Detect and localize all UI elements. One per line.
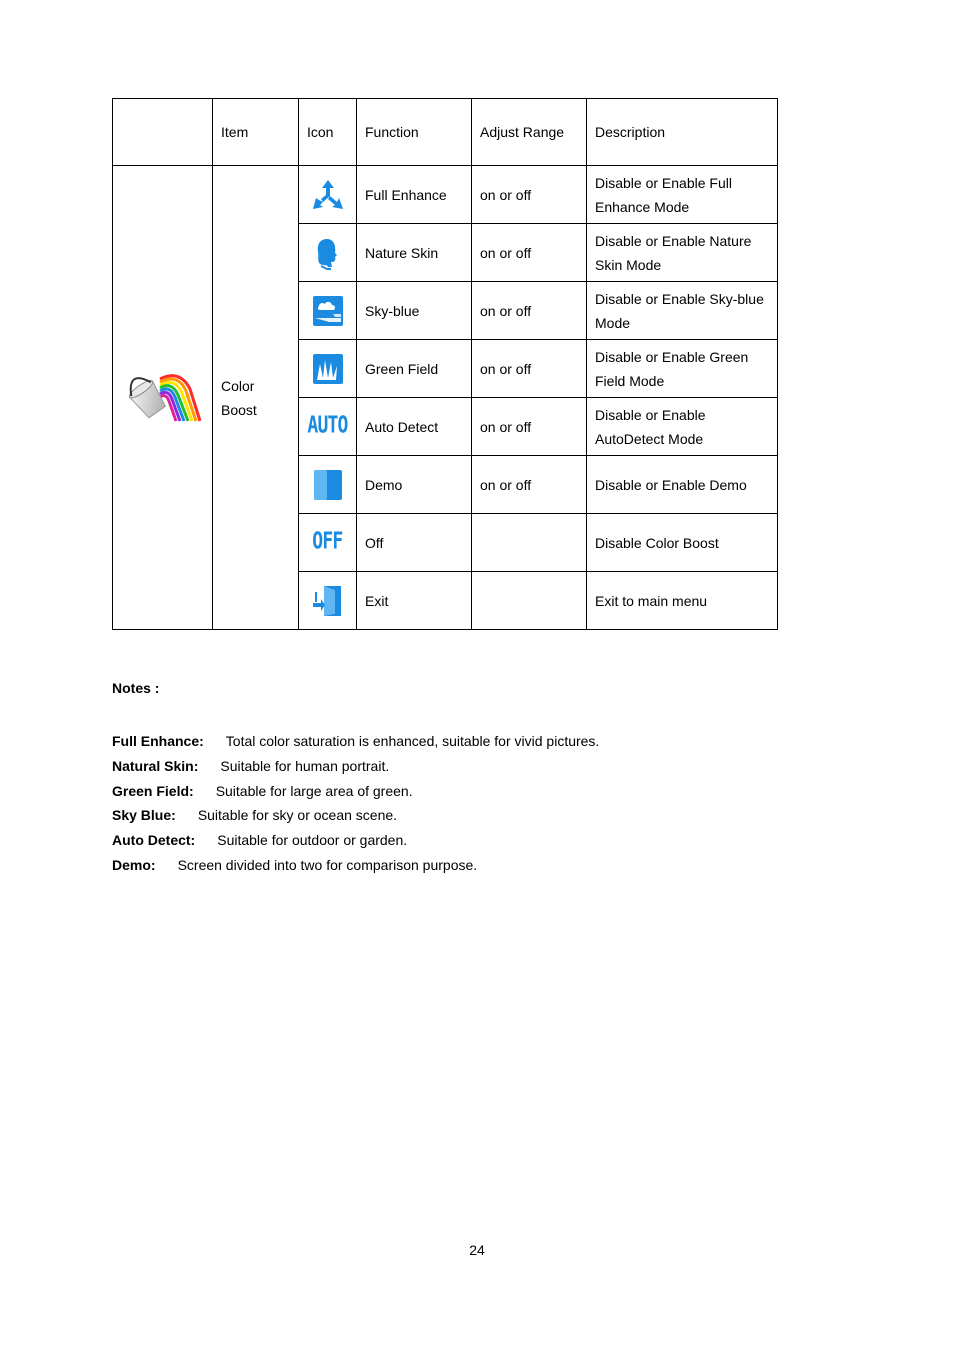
paint-bucket-rainbow-icon bbox=[120, 359, 206, 429]
description-cell: Disable or Enable Demo bbox=[587, 456, 778, 514]
demo-icon bbox=[311, 468, 345, 502]
note-text: Suitable for human portrait. bbox=[220, 757, 390, 774]
function-cell: Sky-blue bbox=[357, 282, 472, 340]
table-header-row bbox=[113, 99, 778, 166]
exit-icon bbox=[311, 584, 345, 618]
range-cell bbox=[472, 572, 587, 630]
note-text: Total color saturation is enhanced, suitable for vivid pictures. bbox=[225, 733, 600, 749]
note-item bbox=[112, 754, 599, 779]
description-cell: Exit to main menu bbox=[587, 572, 778, 630]
description-cell: Disable or Enable Green Field Mode bbox=[587, 340, 778, 398]
function-cell: Nature Skin bbox=[357, 224, 472, 282]
note-text: Suitable for large area of green. bbox=[215, 782, 413, 799]
description-cell: Disable Color Boost bbox=[587, 514, 778, 572]
note-term: Demo: bbox=[112, 856, 156, 873]
range-cell: on or off bbox=[472, 166, 587, 224]
off-icon: OFF bbox=[312, 528, 343, 555]
note-item bbox=[112, 828, 599, 853]
page-number: 24 bbox=[469, 1242, 485, 1258]
note-item bbox=[112, 779, 599, 804]
description-cell: Disable or Enable Sky-blue Mode bbox=[587, 282, 778, 340]
range-cell bbox=[472, 514, 587, 572]
header-cell-description: Description bbox=[587, 99, 778, 166]
icon-cell bbox=[299, 572, 357, 630]
green-field-icon bbox=[311, 352, 345, 386]
note-text: Suitable for sky or ocean scene. bbox=[197, 807, 398, 824]
description-cell: Disable or Enable Nature Skin Mode bbox=[587, 224, 778, 282]
icon-cell bbox=[299, 224, 357, 282]
nature-skin-icon bbox=[311, 236, 345, 270]
header-cell-blank bbox=[113, 99, 213, 166]
range-cell: on or off bbox=[472, 282, 587, 340]
function-cell: Auto Detect bbox=[357, 398, 472, 456]
header-cell-item: Item bbox=[213, 99, 299, 166]
function-cell: Green Field bbox=[357, 340, 472, 398]
table-row bbox=[113, 166, 778, 224]
range-cell: on or off bbox=[472, 398, 587, 456]
function-cell: Demo bbox=[357, 456, 472, 514]
color-boost-table bbox=[112, 98, 778, 630]
icon-cell bbox=[299, 514, 357, 572]
range-cell: on or off bbox=[472, 456, 587, 514]
function-cell: Exit bbox=[357, 572, 472, 630]
icon-cell bbox=[299, 282, 357, 340]
full-enhance-icon bbox=[311, 178, 345, 212]
note-text: Suitable for outdoor or garden. bbox=[217, 832, 408, 849]
notes-list bbox=[112, 729, 599, 878]
icon-cell bbox=[299, 456, 357, 514]
note-term: Sky Blue: bbox=[112, 807, 176, 824]
icon-cell bbox=[299, 340, 357, 398]
notes-title: Notes : bbox=[112, 680, 160, 696]
header-cell-icon: Icon bbox=[299, 99, 357, 166]
sky-blue-icon bbox=[311, 294, 345, 328]
function-cell: Off bbox=[357, 514, 472, 572]
item-label-line2: Boost bbox=[221, 401, 257, 418]
note-text: Screen divided into two for comparison purpose. bbox=[177, 856, 478, 873]
icon-cell bbox=[299, 398, 357, 456]
note-term: Full Enhance: bbox=[112, 733, 204, 749]
note-item bbox=[112, 853, 599, 878]
note-item bbox=[112, 803, 599, 828]
header-cell-adjust-range: Adjust Range bbox=[472, 99, 587, 166]
range-cell: on or off bbox=[472, 224, 587, 282]
header-cell-function: Function bbox=[357, 99, 472, 166]
description-cell: Disable or Enable AutoDetect Mode bbox=[587, 398, 778, 456]
color-boost-group-icon-cell bbox=[113, 166, 213, 630]
item-label-line1: Color bbox=[221, 377, 255, 394]
function-cell: Full Enhance bbox=[357, 166, 472, 224]
note-item bbox=[112, 729, 599, 754]
auto-detect-icon: AUTO bbox=[307, 412, 348, 439]
color-boost-item-cell bbox=[213, 166, 299, 630]
note-term: Natural Skin: bbox=[112, 757, 199, 774]
description-cell: Disable or Enable Full Enhance Mode bbox=[587, 166, 778, 224]
note-term: Auto Detect: bbox=[112, 832, 196, 849]
icon-cell bbox=[299, 166, 357, 224]
note-term: Green Field: bbox=[112, 782, 194, 799]
range-cell: on or off bbox=[472, 340, 587, 398]
